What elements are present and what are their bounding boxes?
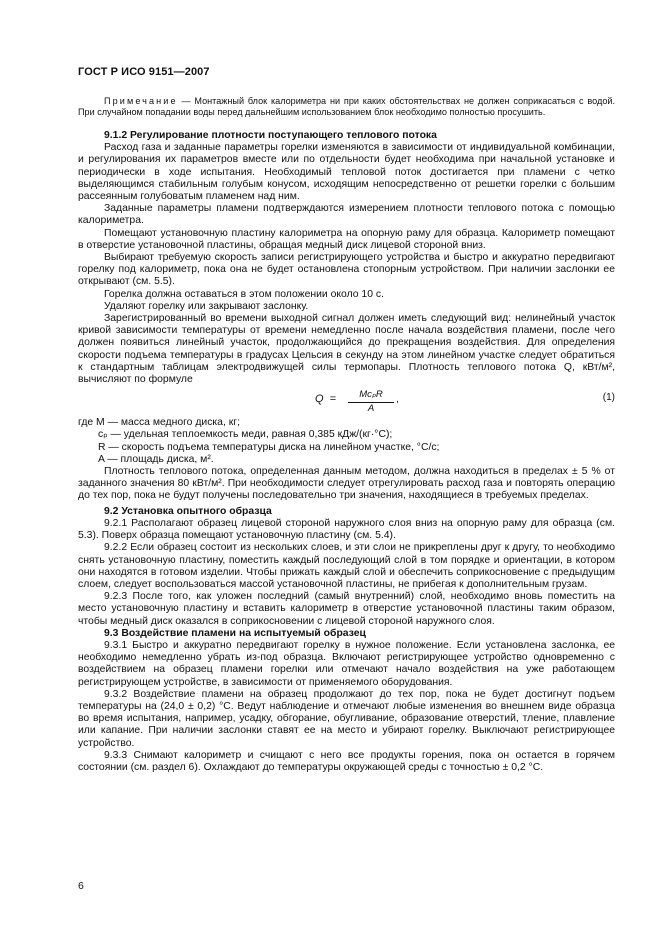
definition-r: R — скорость подъема температуры диска на линейном участке, °С/с; — [98, 441, 440, 453]
definition-cp: cₚ — удельная теплоемкость меди, равная 0,385 кДж/(кг·°С); — [98, 429, 393, 441]
page-number: 6 — [78, 880, 84, 892]
paragraph: 9.2.1 Располагают образец лицевой стороной наружного слоя вниз на опорную раму для образца (см. 5.3). Поверх образца помещают установочную пластину (см. 5.4). — [78, 517, 615, 542]
paragraph: Зарегистрированный во времени выходной сигнал должен иметь следующий вид: нелинейный участок кривой зависимости температуры от времени немедленно после начала воздействия пламени, после чего должен появиться линейный участок, продолжающийся до прекращения воздействия. Для определения скорости подъема температуры в градусах Цельсия в секунду на этом линейном участке следует обратиться к стандартным таблицам электродвижущей силы термопары. Плотность теплового потока Q, кВт/м², вычисляют по формуле — [78, 313, 615, 386]
paragraph: Горелка должна оставаться в этом положении около 10 с. — [104, 288, 384, 300]
formula-definitions — [78, 429, 615, 466]
page-header-title: ГОСТ Р ИСО 9151—2007 — [78, 66, 210, 78]
formula-q: Q — [315, 393, 324, 406]
paragraph: Плотность теплового потока, определенная данным методом, должна находиться в пределах ± 5 % от заданного значения 80 кВт/м². При необходимости следует отрегулировать расход газа и повторять операцию до тех пор, пока не будут получены последовательно три значения, находящиеся в требуемых пределах. — [78, 466, 615, 502]
section-9-3-heading: 9.3 Воздействие пламени на испытуемый образец — [104, 627, 366, 639]
formula-numerator: McₚR — [348, 389, 394, 403]
paragraph: 9.3.2 Воздействие пламени на образец продолжают до тех пор, пока не будет достигнут подъем температуры на (24,0 ± 0,2) °С. Ведут наблюдение и отмечают любые изменения во внешнем виде образца во время испытания, например, усадку, обгорание, обугливание, образование отверстий, тление, плавление или капание. При наличии заслонки ставят ее на место и убирают горелку. Выключают регистрирующее устройство. — [78, 688, 615, 749]
note — [78, 96, 615, 118]
formula-1 — [78, 389, 615, 415]
formula-equals: = — [329, 393, 337, 406]
section-9-1-2-heading: 9.1.2 Регулирование плотности поступающего теплового потока — [104, 130, 437, 141]
section-9-2-heading: 9.2 Установка опытного образца — [104, 505, 272, 517]
formula-comma: , — [396, 394, 399, 406]
paragraph: 9.3.1 Быстро и аккуратно передвигают горелку в нужное положение. Если установлена заслонка, ее необходимо немедленно убрать из-под образца. Включают регистрирующее устройство одновременно с воздействием на образец пламени горелки или отмечают начало воздействия на уже работающем регистрирующем устройстве, в зависимости от применяемого оборудования. — [78, 639, 615, 688]
paragraph: 9.2.2 Если образец состоит из нескольких слоев, и эти слои не прикреплены друг к другу, то необходимо снять установочную пластину, поместить каждый последующий слой в том порядке и ориентации, в котором они находятся в готовом изделии. Чтобы прижать каждый слой и обеспечить соприкосновение с предыдущим слоем, следует воспользоваться массой установочной пластины, не прибегая к дополнительным грузам. — [78, 542, 615, 590]
paragraph: Удаляют горелку или закрывают заслонку. — [104, 300, 309, 312]
note-label: Примечание — [104, 96, 178, 106]
page-content — [78, 96, 615, 774]
note-text: — Монтажный блок калориметра ни при каких обстоятельствах не должен соприкасаться с водой. При случайном попадании воды перед дальнейшим использованием блок необходимо полностью просушить. — [78, 96, 615, 117]
formula-lhs — [315, 393, 336, 405]
paragraph: Заданные параметры пламени подтверждаются измерением плотности теплового потока с помощью калориметра. — [78, 203, 615, 227]
definition-a: A — площадь диска, м². — [98, 453, 214, 465]
paragraph: 9.3.3 Снимают калориметр и счищают с него все продукты горения, пока он остается в горячем состоянии (см. раздел 6). Охлаждают до температуры окружающей среды с точностью ± 0,2 °С. — [78, 749, 615, 773]
paragraph: Расход газа и заданные параметры горелки изменяются в зависимости от индивидуальной комбинации, и регулирования их параметров вместе или по отдельности будет необходима при начальной установке и периодически в ходе испытания. Необходимый тепловой поток достигается при пламени с четко выделяющимся стабильным голубым конусом, исходящим непосредственно от решетки горелки с большим рассеянным голубоватым пламенем над ним. — [78, 142, 615, 203]
paragraph: Помещают установочную пластину калориметра на опорную раму для образца. Калориметр помещают в отверстие установочной пластины, обращая медный диск лицевой стороной вниз. — [78, 227, 615, 251]
paragraph: 9.2.3 После того, как уложен последний (самый внутренний) слой, необходимо вновь поместить на место установочную пластину и вставить калориметр в отверстие установочной пластины таким образом, чтобы медный диск оказался в соприкосновении с лицевой стороной наружного слоя. — [78, 591, 615, 627]
formula-fraction — [348, 389, 394, 415]
formula-denominator: A — [367, 403, 375, 415]
paragraph: Выбирают требуемую скорость записи регистрирующего устройства и быстро и аккуратно передвигают горелку под калориметр, пока она не будет остановлена стопорным устройством. При наличии заслонки ее открывают (см. 5.5). — [78, 252, 615, 288]
formula-number: (1) — [602, 392, 615, 404]
formula-where: где M — масса медного диска, кг; — [78, 417, 240, 429]
